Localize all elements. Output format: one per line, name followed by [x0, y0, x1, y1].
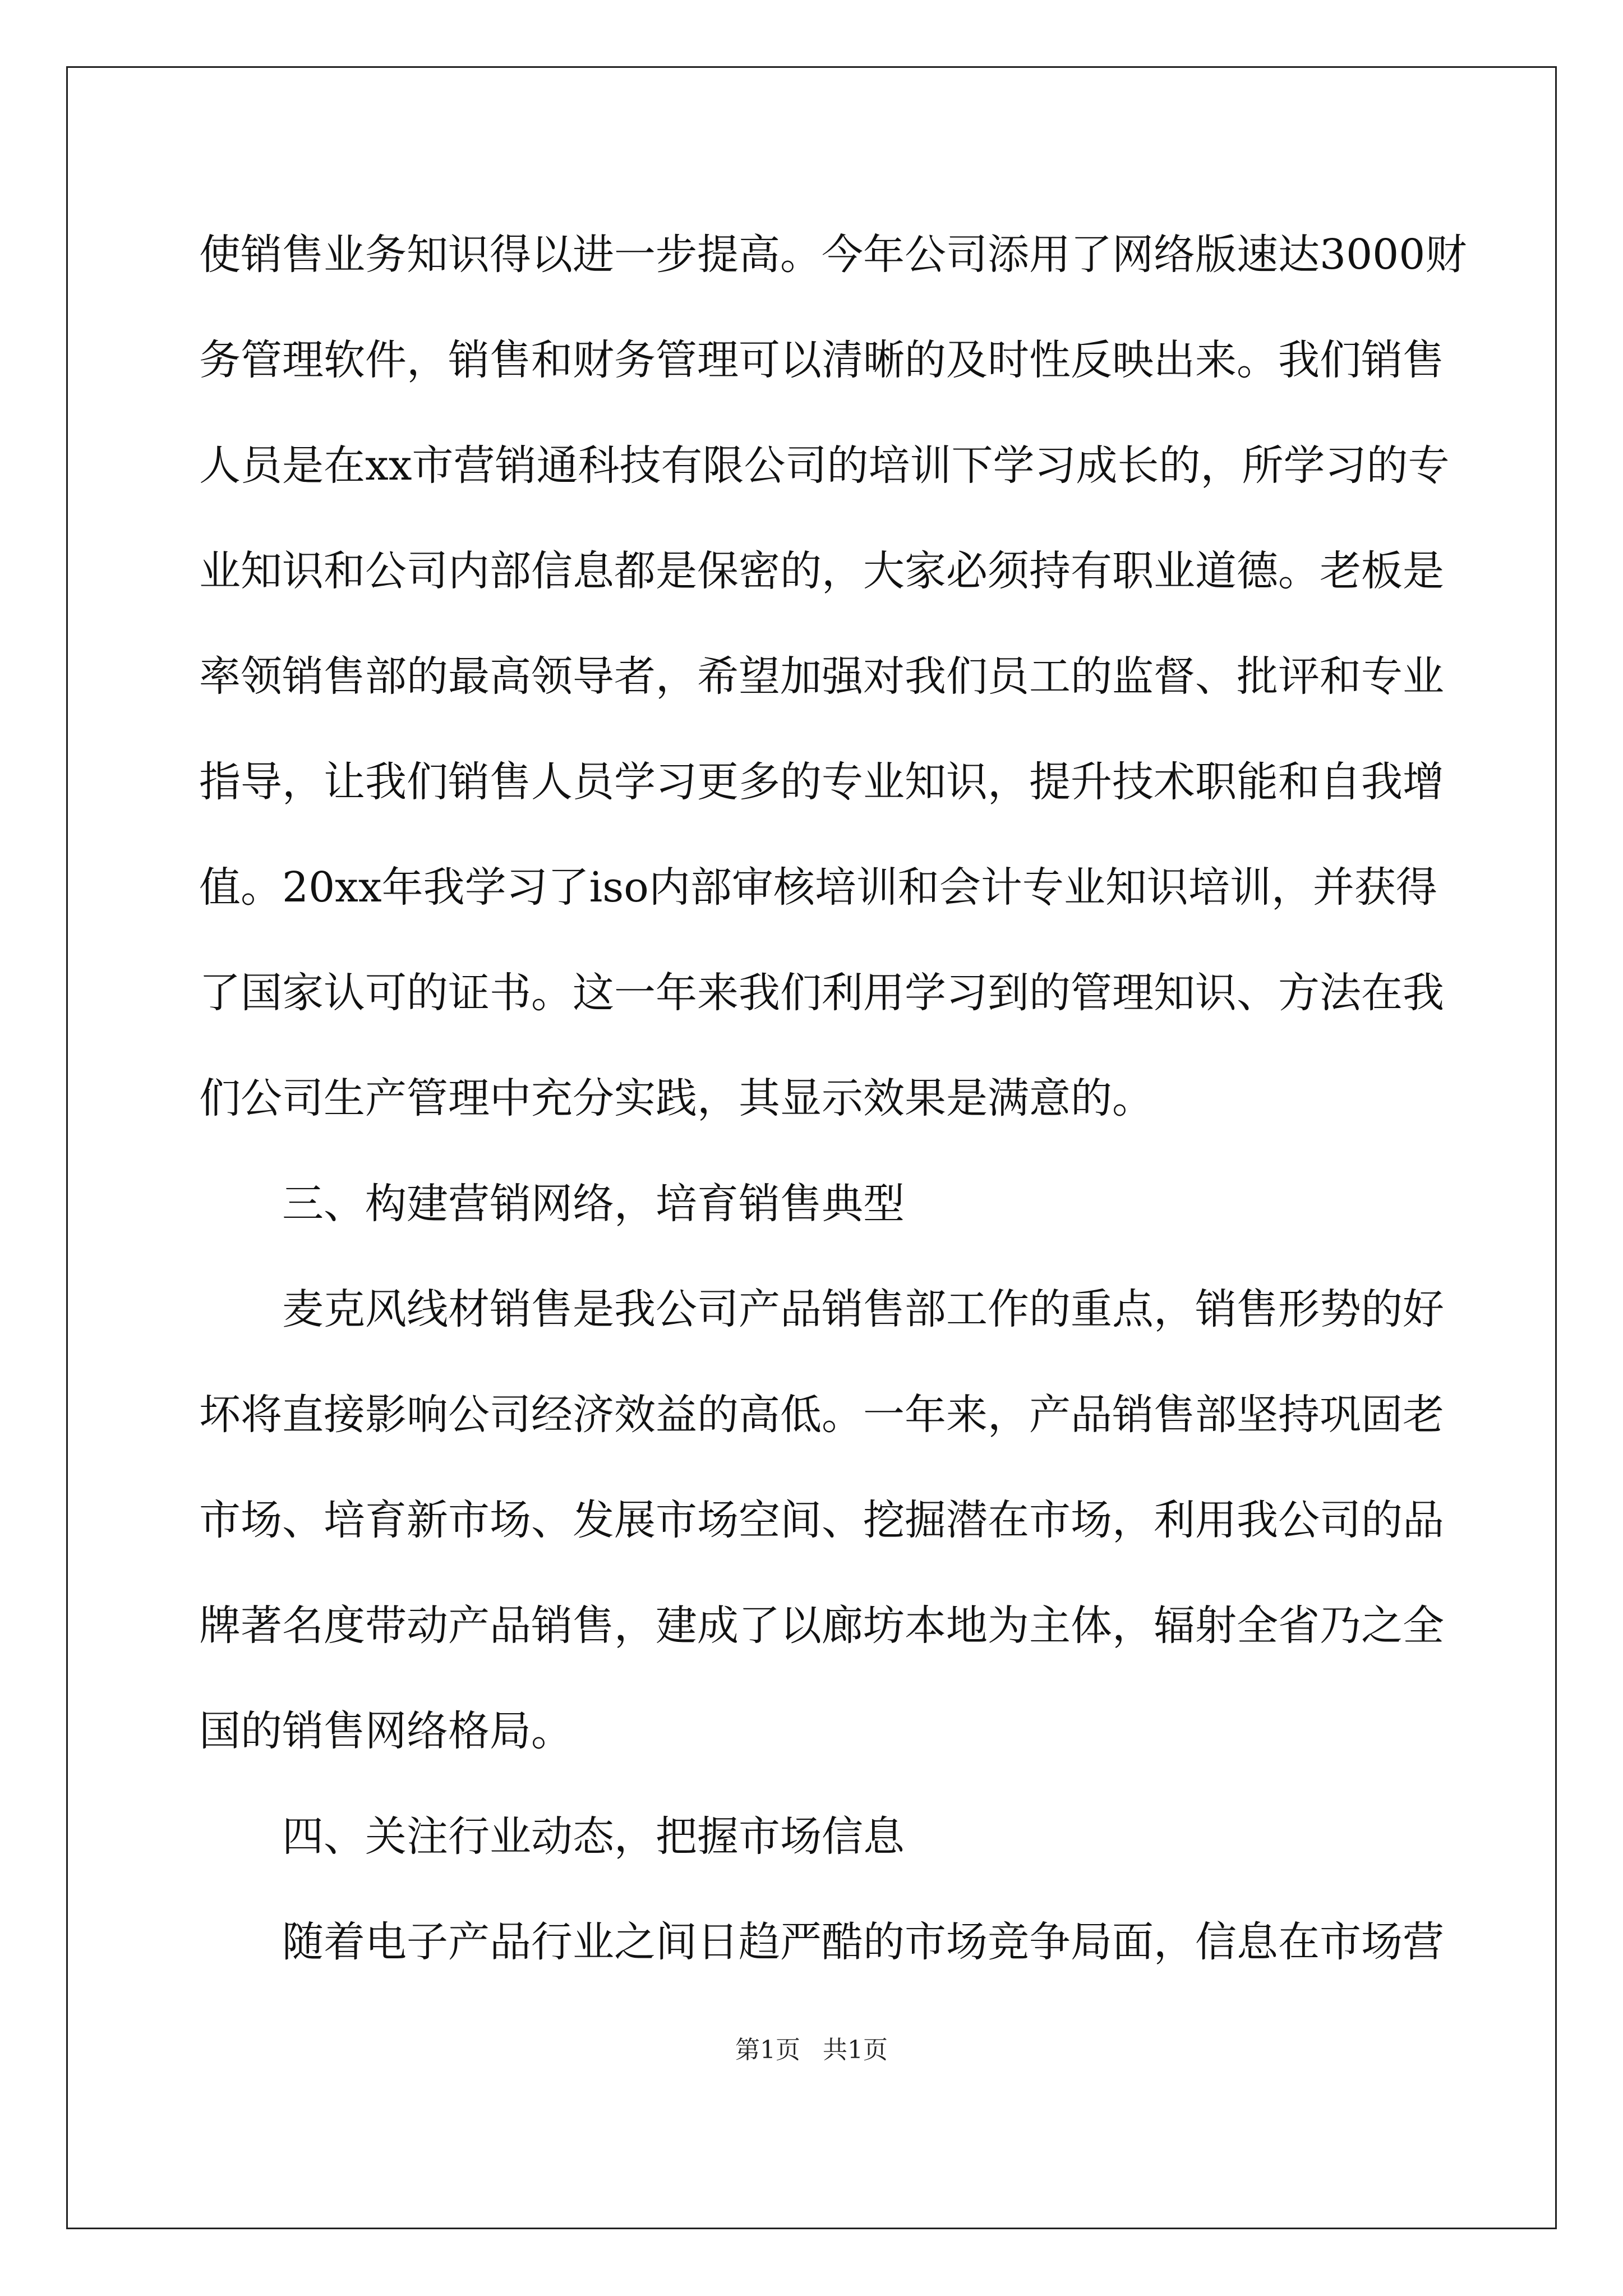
- text-line: 业知识和公司内部信息都是保密的，大家必须持有职业道德。老板是: [199, 547, 1444, 595]
- text-line: 人员是在xx市营销通科技有限公司的培训下学习成长的，所学习的专: [199, 441, 1450, 490]
- text-line: 了国家认可的证书。这一年来我们利用学习到的管理知识、方法在我: [199, 969, 1444, 1017]
- text-line: 务管理软件，销售和财务管理可以清晰的及时性反映出来。我们销售: [199, 336, 1444, 384]
- section-heading: 三、构建营销网络，培育销售典型: [282, 1180, 905, 1228]
- text-line: 国的销售网络格局。: [199, 1707, 573, 1755]
- text-line: 们公司生产管理中充分实践，其显示效果是满意的。: [199, 1074, 1154, 1122]
- page-number: 第1页: [735, 2036, 800, 2064]
- text-line: 值。20xx年我学习了iso内部审核培训和会计专业知识培训，并获得: [199, 863, 1437, 912]
- page-total: 共1页: [823, 2036, 888, 2064]
- text-line: 牌著名度带动产品销售，建成了以廊坊本地为主体，辐射全省乃之全: [199, 1602, 1444, 1650]
- text-line: 指导，让我们销售人员学习更多的专业知识，提升技术职能和自我增: [199, 758, 1444, 806]
- text-line: 随着电子产品行业之间日趋严酷的市场竞争局面，信息在市场营: [282, 1918, 1444, 1966]
- document-body: [199, 202, 1467, 1995]
- text-line: 市场、培育新市场、发展市场空间、挖掘潜在市场，利用我公司的品: [199, 1496, 1444, 1544]
- section-heading: 四、关注行业动态，把握市场信息: [282, 1812, 905, 1861]
- text-line: 麦克风线材销售是我公司产品销售部工作的重点，销售形势的好: [282, 1285, 1444, 1333]
- text-line: 使销售业务知识得以进一步提高。今年公司添用了网络版速达3000财: [199, 231, 1467, 279]
- text-line: 率领销售部的最高领导者，希望加强对我们员工的监督、批评和专业: [199, 652, 1444, 701]
- text-line: 坏将直接影响公司经济效益的高低。一年来，产品销售部坚持巩固老: [199, 1391, 1444, 1439]
- page-footer: [0, 2030, 1623, 2065]
